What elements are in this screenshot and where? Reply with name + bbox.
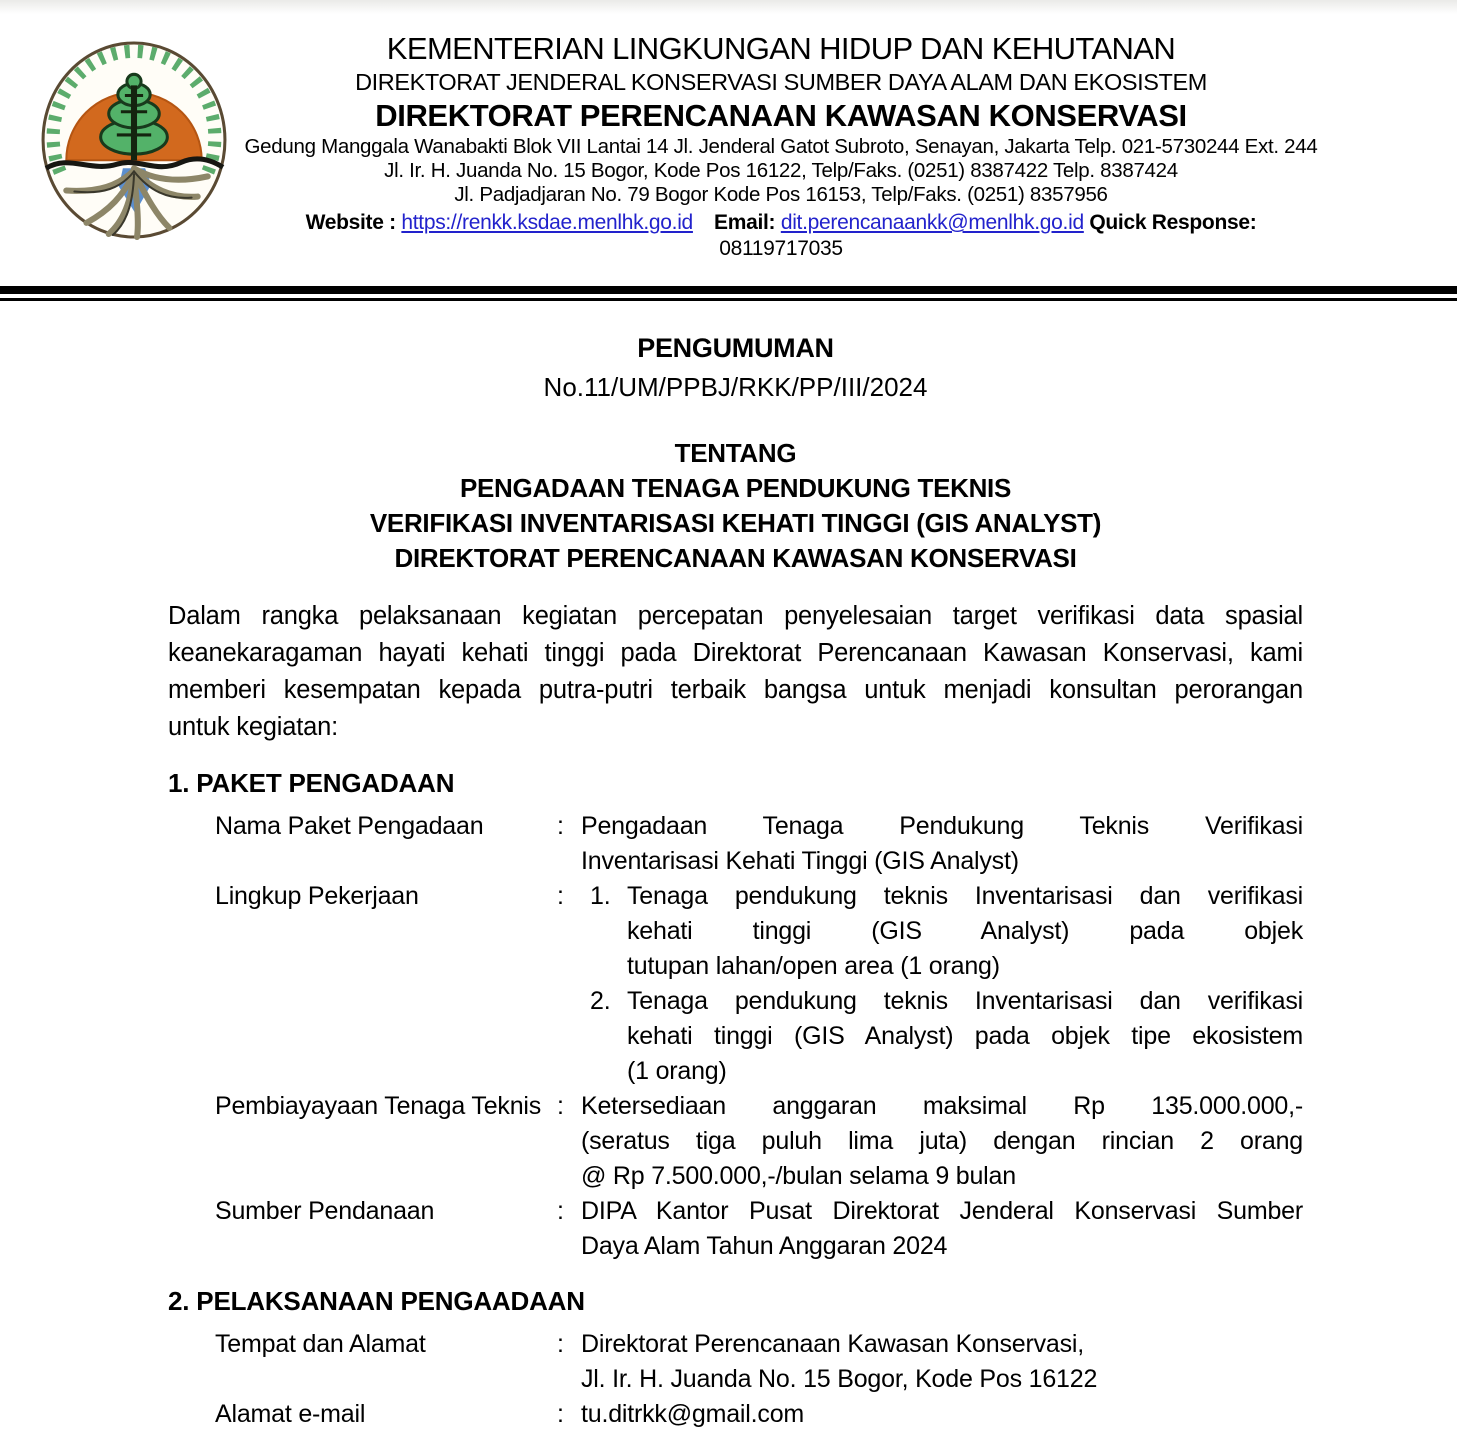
row-colon: : (557, 1197, 564, 1225)
list-item (581, 879, 1303, 984)
letterhead (0, 30, 1457, 262)
row-tempat-alamat (215, 1327, 1303, 1397)
row-label: Sumber Pendanaan (215, 1197, 435, 1225)
value-line: Jl. Ir. H. Juanda No. 15 Bogor, Kode Pos 16122 (581, 1365, 1098, 1393)
row-value (581, 1397, 1303, 1432)
announcement-title: PENGUMUMAN (637, 333, 834, 363)
list-item-number: 1. (590, 882, 611, 910)
website-label: Website : (305, 211, 396, 234)
value-line: tu.ditrkk@gmail.com (581, 1400, 805, 1428)
row-colon: : (557, 1092, 564, 1120)
about-line-1: TENTANG (674, 438, 797, 468)
row-value (581, 1089, 1303, 1194)
row-label: Alamat e-mail (215, 1400, 366, 1428)
intro-paragraph (168, 598, 1303, 746)
directorate-general-name: DIREKTORAT JENDERAL KONSERVASI SUMBER DAYA ALAM DAN EKOSISTEM (355, 69, 1207, 95)
document-body (0, 331, 1457, 1432)
intro-line: keanekaragaman hayati kehati tinggi pada Direktorat Perencanaan Kawasan Konservasi, kami (168, 639, 1303, 667)
value-line: Tenaga pendukung teknis Inventarisasi dan verifikasi (627, 987, 1303, 1015)
page-top-shadow (0, 0, 1457, 14)
row-colon: : (557, 882, 564, 910)
ministry-logo (38, 38, 230, 242)
row-value (581, 1327, 1303, 1397)
row-label: Lingkup Pekerjaan (215, 882, 419, 910)
list-item-text (627, 879, 1303, 984)
section-paket-pengadaan (168, 766, 1303, 1264)
row-lingkup-pekerjaan (215, 879, 1303, 1089)
list-item-text (627, 984, 1303, 1089)
section-1-heading: 1. PAKET PENGADAAN (168, 768, 455, 798)
value-line: (1 orang) (627, 1057, 727, 1085)
announcement-header (168, 331, 1303, 404)
row-alamat-email (215, 1397, 1303, 1432)
ministry-name: KEMENTERIAN LINGKUNGAN HIDUP DAN KEHUTANAN (386, 31, 1176, 66)
value-line: Daya Alam Tahun Anggaran 2024 (581, 1232, 948, 1260)
value-line: Direktorat Perencanaan Kawasan Konservasi, (581, 1330, 1084, 1358)
value-line: Pengadaan Tenaga Pendukung Teknis Verifikasi (581, 812, 1303, 840)
klhk-tree-roots-logo-icon (38, 38, 230, 242)
email-link[interactable]: dit.perencanaankk@menlhk.go.id (780, 211, 1084, 234)
intro-line: untuk kegiatan: (168, 713, 338, 741)
value-line: DIPA Kantor Pusat Direktorat Jenderal Konservasi Sumber (581, 1197, 1303, 1225)
value-line: Ketersediaan anggaran maksimal Rp 135.000.000,- (581, 1092, 1303, 1120)
intro-line: memberi kesempatan kepada putra-putri terbaik bangsa untuk menjadi konsultan perorangan (168, 676, 1303, 704)
row-label: Pembiayayaan Tenaga Teknis (215, 1092, 542, 1120)
row-label: Tempat dan Alamat (215, 1330, 426, 1358)
value-line: @ Rp 7.500.000,-/bulan selama 9 bulan (581, 1162, 1016, 1190)
row-sumber-pendanaan (215, 1194, 1303, 1264)
contact-line (242, 210, 1320, 262)
address-line-3: Jl. Padjadjaran No. 79 Bogor Kode Pos 16153, Telp/Faks. (0251) 8357956 (454, 183, 1108, 206)
value-line: kehati tinggi (GIS Analyst) pada objek (627, 917, 1303, 945)
intro-line: Dalam rangka pelaksanaan kegiatan percepatan penyelesaian target verifikasi data spasial (168, 602, 1303, 630)
list-item (581, 984, 1303, 1089)
about-line-4: DIREKTORAT PERENCANAAN KAWASAN KONSERVASI (394, 543, 1077, 573)
address-line-1: Gedung Manggala Wanabakti Blok VII Lantai 14 Jl. Jenderal Gatot Subroto, Senayan, Jakarta Telp. 021-5730244 Ext. 244 (244, 135, 1318, 158)
quick-response-label: Quick Response: (1089, 211, 1257, 234)
row-value (581, 1194, 1303, 1264)
row-value (581, 879, 1303, 1089)
value-line: Inventarisasi Kehati Tinggi (GIS Analyst) (581, 847, 1019, 875)
section-2-heading: 2. PELAKSANAAN PENGAADAAN (168, 1286, 585, 1316)
row-value (581, 809, 1303, 879)
section-1-rows (215, 809, 1303, 1264)
about-line-3: VERIFIKASI INVENTARISASI KEHATI TINGGI (GIS ANALYST) (369, 508, 1102, 538)
row-nama-paket (215, 809, 1303, 879)
value-line: Tenaga pendukung teknis Inventarisasi dan verifikasi (627, 882, 1303, 910)
row-colon: : (557, 812, 564, 840)
email-label: Email: (714, 211, 776, 234)
section-pelaksanaan-pengadaan (168, 1284, 1303, 1432)
row-colon: : (557, 1400, 564, 1428)
website-link[interactable]: https://renkk.ksdae.menlhk.go.id (401, 211, 693, 234)
row-label: Nama Paket Pengadaan (215, 812, 484, 840)
about-line-2: PENGADAAN TENAGA PENDUKUNG TEKNIS (459, 473, 1012, 503)
value-line: (seratus tiga puluh lima juta) dengan rincian 2 orang (581, 1127, 1303, 1155)
section-2-rows (215, 1327, 1303, 1432)
quick-response-number: 08119717035 (719, 237, 843, 260)
list-item-number: 2. (590, 987, 611, 1015)
row-pembiayaan (215, 1089, 1303, 1194)
address-line-2: Jl. Ir. H. Juanda No. 15 Bogor, Kode Pos 16122, Telp/Faks. (0251) 8387422 Telp. 8387424 (384, 159, 1178, 182)
letterhead-divider (0, 286, 1457, 301)
announcement-subject (168, 436, 1303, 576)
announcement-number: No.11/UM/PPBJ/RKK/PP/III/2024 (543, 372, 928, 402)
letterhead-text (242, 30, 1320, 262)
value-line: kehati tinggi (GIS Analyst) pada objek tipe ekosistem (627, 1022, 1303, 1050)
value-line: tutupan lahan/open area (1 orang) (627, 952, 1000, 980)
row-colon: : (557, 1330, 564, 1358)
directorate-name: DIREKTORAT PERENCANAAN KAWASAN KONSERVASI (375, 98, 1187, 133)
